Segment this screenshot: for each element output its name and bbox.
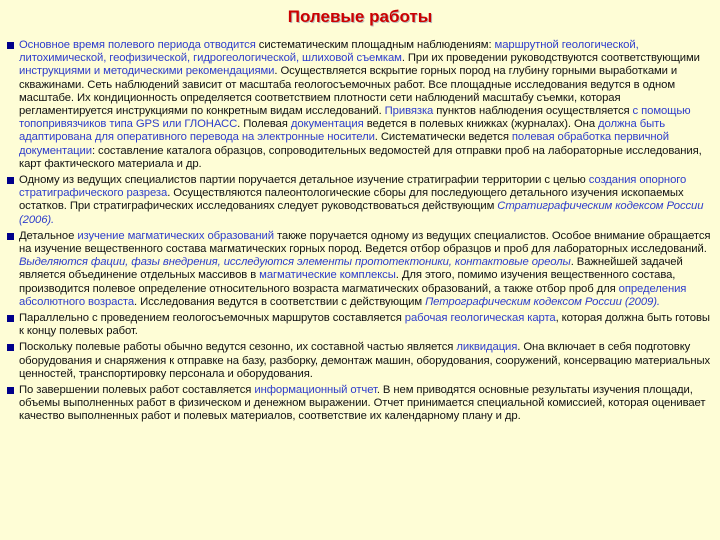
slide-title: Полевые работы: [287, 7, 433, 26]
text-run: . Систематически ведется: [374, 131, 512, 144]
bullet-paragraph: [6, 174, 714, 227]
bullet-paragraph: [6, 312, 714, 338]
highlighted-text: определения абсолютного возраста: [19, 282, 687, 308]
highlighted-text: документация: [290, 118, 364, 131]
text-run: : составление каталога образцов, сопроводительных ведомостей для отправки проб на лабораторные исследования, карт фактического материала и др.: [19, 144, 702, 170]
text-run: . В нем приводятся основные результаты изучения площади, объемы выполненных работ в физическом и денежном выражении. Отчет принимается специальной комиссией, которая оценивает качество выполненных работ и полевых материалов, соответствие их календарному плану и др.: [19, 384, 706, 423]
text-run: . Осуществляются палеонтологические сборы для последующего детального изучения ископаемых остатков. При стратиграфических исследованиях следует руководствоваться действующим: [19, 187, 684, 213]
square-bullet-icon: [7, 344, 14, 351]
bullet-paragraph: [6, 341, 714, 381]
text-run: Одному из ведущих специалистов партии поручается детальное изучение стратиграфии территории с целью: [19, 174, 589, 187]
text-run: , которая должна быть готовы к концу полевых работ.: [19, 312, 710, 338]
highlighted-text: изучение магматических образований: [77, 229, 274, 242]
square-bullet-icon: [7, 177, 14, 184]
highlighted-text: Привязка: [384, 105, 434, 118]
highlighted-text: создания опорного стратиграфического разреза: [19, 174, 687, 200]
highlighted-text: Основное время полевого периода отводится: [19, 39, 256, 51]
highlighted-text: маршрутной геологической, литохимической, геофизической, гидрогеологической, шлиховой съемкам: [19, 39, 639, 65]
highlighted-text: ликвидация: [456, 341, 518, 354]
square-bullet-icon: [7, 42, 14, 49]
text-run: ведется в полевых книжках (журналах). Она: [363, 118, 599, 131]
highlighted-text: полевая обработка первичной документации: [19, 131, 669, 157]
highlighted-text: рабочая геологическая карта: [404, 312, 556, 325]
highlighted-text: Петрографическим кодексом России (2009).: [425, 295, 660, 308]
text-run: также поручается одному из ведущих специалистов. Особое внимание обращается на изучение вещественного состава магматических горных пород. Ведется отбор образцов и проб для лабораторных исследований.: [19, 229, 711, 256]
text-run: Детальное: [19, 229, 78, 242]
text-run: . Для этого, помимо изучения вещественного состава, производится полевое определение относительного возраста магматических образований, а также отбор проб для: [19, 269, 676, 295]
text-run: . Полевая: [237, 118, 291, 131]
bullet-paragraph: [6, 384, 714, 424]
text-run: . При их проведении руководствуются соответствующими: [401, 52, 700, 65]
text-run: . Она включает в себя подготовку оборудования и снаряжения к отправке на базу, разборку, демонтаж машин, оборудования, сооружений, консервацию материальных ценностей, транспортировку персонала и оборудования.: [19, 341, 711, 380]
slide-body: [6, 39, 714, 427]
square-bullet-icon: [7, 233, 14, 240]
text-run: Поскольку полевые работы обычно ведутся сезонно, их составной частью является: [19, 341, 457, 354]
highlighted-text: с помощью топопривязчиков типа GPS или ГЛОНАСС: [19, 105, 691, 131]
highlighted-text: магматические комплексы: [259, 269, 396, 282]
text-run: По завершении полевых работ составляется: [19, 384, 255, 397]
bullet-paragraph: [6, 230, 714, 309]
highlighted-text: Выделяются фации, фазы внедрения, исследуются элементы прототектоники, контактовые ореолы: [19, 256, 571, 269]
highlighted-text: должна быть адаптирована для оперативного перевода на электронные носители: [19, 118, 666, 144]
text-run: . Важнейшей задачей является объединение отдельных массивов в: [19, 256, 683, 282]
text-run: систематическим площадным наблюдениям:: [255, 39, 495, 51]
bullet-paragraph: [6, 39, 714, 171]
text-run: пунктов наблюдения осуществляется: [433, 105, 633, 118]
text-run: . Осуществляется вскрытие горных пород на глубину горными выработками и скважинами. Сеть наблюдений зависит от масштаба геологосъемочных работ. Все площадные исследования ведутся в одном масштабе. Их кондиционность определяется соответствием плотности сети наблюдений масштабу съемки, которая регламентируется инструкциями по конкретным видам исследований.: [19, 65, 678, 118]
square-bullet-icon: [7, 315, 14, 322]
square-bullet-icon: [7, 387, 14, 394]
highlighted-text: информационный отчет: [254, 384, 377, 397]
highlighted-text: Стратиграфическим кодексом России (2006).: [19, 200, 704, 226]
text-run: . Исследования ведутся в соответствии с действующим: [134, 295, 426, 308]
highlighted-text: инструкциями и методическими рекомендациями: [19, 65, 275, 78]
text-run: Параллельно с проведением геологосъемочных маршрутов составляется: [19, 312, 405, 325]
